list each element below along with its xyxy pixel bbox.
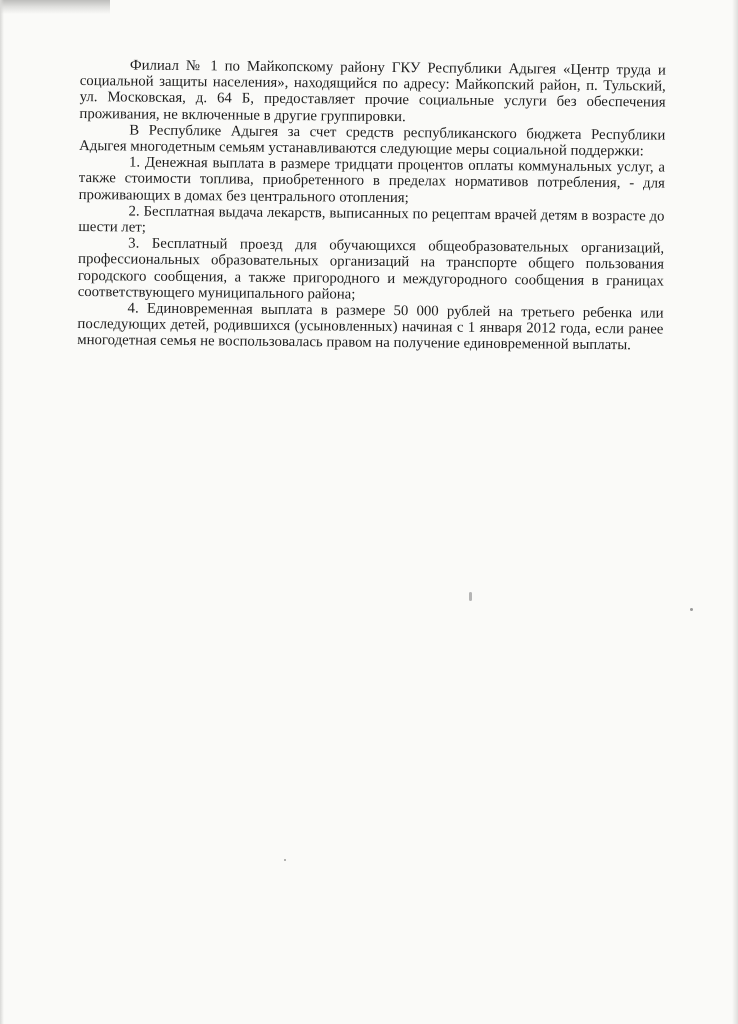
list-item-free-transport: 3. Бесплатный проезд для обучающихся общеобразовательных организаций, профессиональных образовательных организаций на транспорте общего пользования городского сообщения, а также пригородного и междугородного сообщения в границах соответствующего муниципального района;	[77, 235, 665, 303]
list-item-lump-sum-payment: 4. Единовременная выплата в размере 50 000 рублей на третьего ребенка или последующих детей, родившихся (усыновленных) начиная с 1 января 2012 года, если ранее многодетная семья не воспользовалась правом на получение единовременной выплаты.	[77, 300, 664, 354]
document-body	[77, 57, 666, 354]
scan-speck	[690, 608, 693, 611]
paragraph-support-measures-intro: В Республике Адыгея за счет средств республиканского бюджета Республики Адыгея многодетным семьям устанавливаются следующие меры социальной поддержки:	[79, 122, 666, 160]
scan-speck	[469, 592, 472, 601]
paragraph-branch-info: Филиал № 1 по Майкопскому району ГКУ Республики Адыгея «Центр труда и социальной защиты населения», находящийся по адресу: Майкопский район, п. Тульский, ул. Московская, д. 64 Б, предоставляет прочие социальные услуги без обеспечения проживания, не включенные в другие группировки.	[79, 57, 666, 125]
scan-speck	[284, 859, 286, 861]
scan-edge-shadow	[0, 0, 110, 14]
scan-edge-right	[732, 0, 738, 1024]
scan-edge-left	[0, 0, 4, 1024]
list-item-free-medicine: 2. Бесплатная выдача лекарств, выписанных по рецептам врачей детям в возрасте до шести лет;	[78, 203, 665, 236]
list-item-utility-payment: 1. Денежная выплата в размере тридцати процентов оплаты коммунальных услуг, а также стоимости топлива, приобретенного в пределах нормативов потребления, - для проживающих в домах без центрального отопления;	[78, 154, 666, 206]
